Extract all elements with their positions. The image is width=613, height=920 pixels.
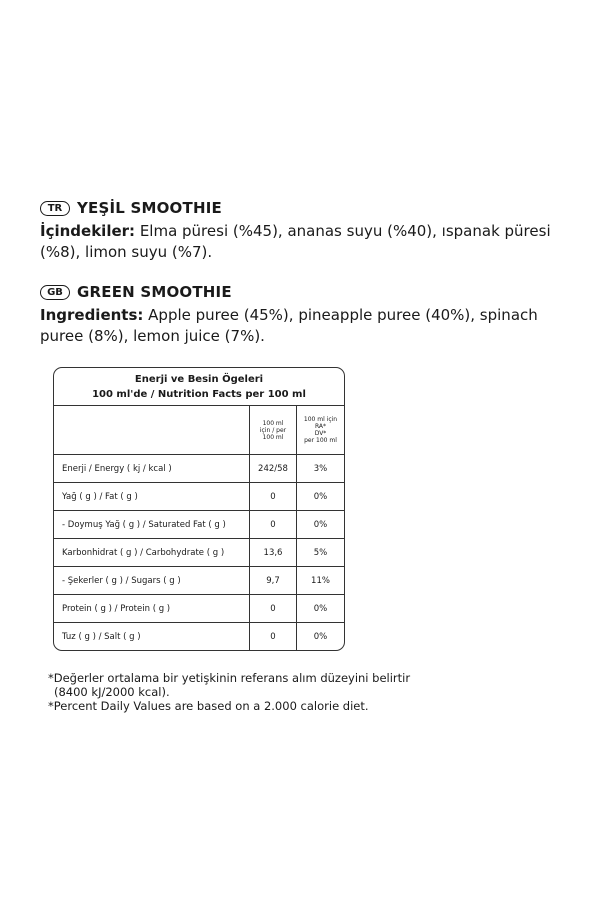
gb-ingredients — [40, 305, 585, 347]
gb-product-title: GREEN SMOOTHIE — [77, 283, 232, 301]
nutrition-title — [54, 368, 344, 406]
row-ra: 0% — [313, 491, 328, 502]
row-label: Yağ ( g ) / Fat ( g ) — [54, 483, 250, 510]
row-ra: 0% — [313, 631, 328, 642]
row-label: Karbonhidrat ( g ) / Carbohydrate ( g ) — [54, 539, 250, 566]
row-label: - Doymuş Yağ ( g ) / Saturated Fat ( g ) — [54, 511, 250, 538]
table-row — [54, 623, 344, 650]
row-value: 0 — [250, 623, 297, 650]
row-ra: 11% — [311, 575, 330, 586]
row-ra: 3% — [313, 463, 328, 474]
row-value: 0 — [250, 595, 297, 622]
tr-ingredients-label: İçindekiler: — [40, 222, 136, 240]
row-ra: 0% — [313, 603, 328, 614]
row-label: - Şekerler ( g ) / Sugars ( g ) — [54, 567, 250, 594]
row-label: Protein ( g ) / Protein ( g ) — [54, 595, 250, 622]
tr-badge: TR — [40, 201, 70, 216]
footnote-tr: *Değerler ortalama bir yetişkinin referans alım düzeyini belirtir — [48, 671, 411, 685]
row-value: 0 — [250, 483, 297, 510]
nutrition-header-row — [54, 406, 344, 455]
table-row — [54, 483, 344, 511]
gb-ingredients-text: Apple puree (45%), pineapple puree (40%), spinach puree (8%), lemon juice (7%). — [40, 306, 538, 345]
english-section — [40, 281, 585, 347]
gb-badge: GB — [40, 285, 70, 300]
table-row — [54, 595, 344, 623]
table-row — [54, 511, 344, 539]
nutrition-title-line2: 100 ml'de / Nutrition Facts per 100 ml — [92, 389, 306, 400]
row-ra: 5% — [313, 547, 328, 558]
row-value: 13,6 — [250, 539, 297, 566]
row-ra: 0% — [313, 519, 328, 530]
row-value: 9,7 — [250, 567, 297, 594]
footnotes — [48, 671, 548, 713]
table-row — [54, 455, 344, 483]
tr-ingredients-text: Elma püresi (%45), ananas suyu (%40), ıspanak püresi (%8), limon suyu (%7). — [40, 222, 551, 261]
footnote-en: *Percent Daily Values are based on a 2.000 calorie diet. — [48, 699, 369, 713]
footnote-tr-kcal: (8400 kJ/2000 kcal). — [54, 685, 170, 699]
row-value: 242/58 — [250, 455, 297, 482]
table-row — [54, 539, 344, 567]
turkish-heading — [40, 197, 585, 219]
header-ra-dv: 100 ml için RA* DV* per 100 ml — [303, 416, 338, 444]
gb-ingredients-label: Ingredients: — [40, 306, 144, 324]
tr-ingredients — [40, 221, 585, 263]
header-empty-cell — [54, 406, 250, 454]
row-label: Enerji / Energy ( kj / kcal ) — [54, 455, 250, 482]
nutrition-title-line1: Enerji ve Besin Ögeleri — [134, 374, 264, 385]
tr-product-title: YEŞİL SMOOTHIE — [77, 199, 222, 217]
turkish-section — [40, 197, 585, 263]
table-row — [54, 567, 344, 595]
english-heading — [40, 281, 585, 303]
nutrition-table — [53, 367, 345, 651]
row-label: Tuz ( g ) / Salt ( g ) — [54, 623, 250, 650]
row-value: 0 — [250, 511, 297, 538]
header-per-100ml: 100 ml için / per 100 ml — [250, 406, 297, 454]
